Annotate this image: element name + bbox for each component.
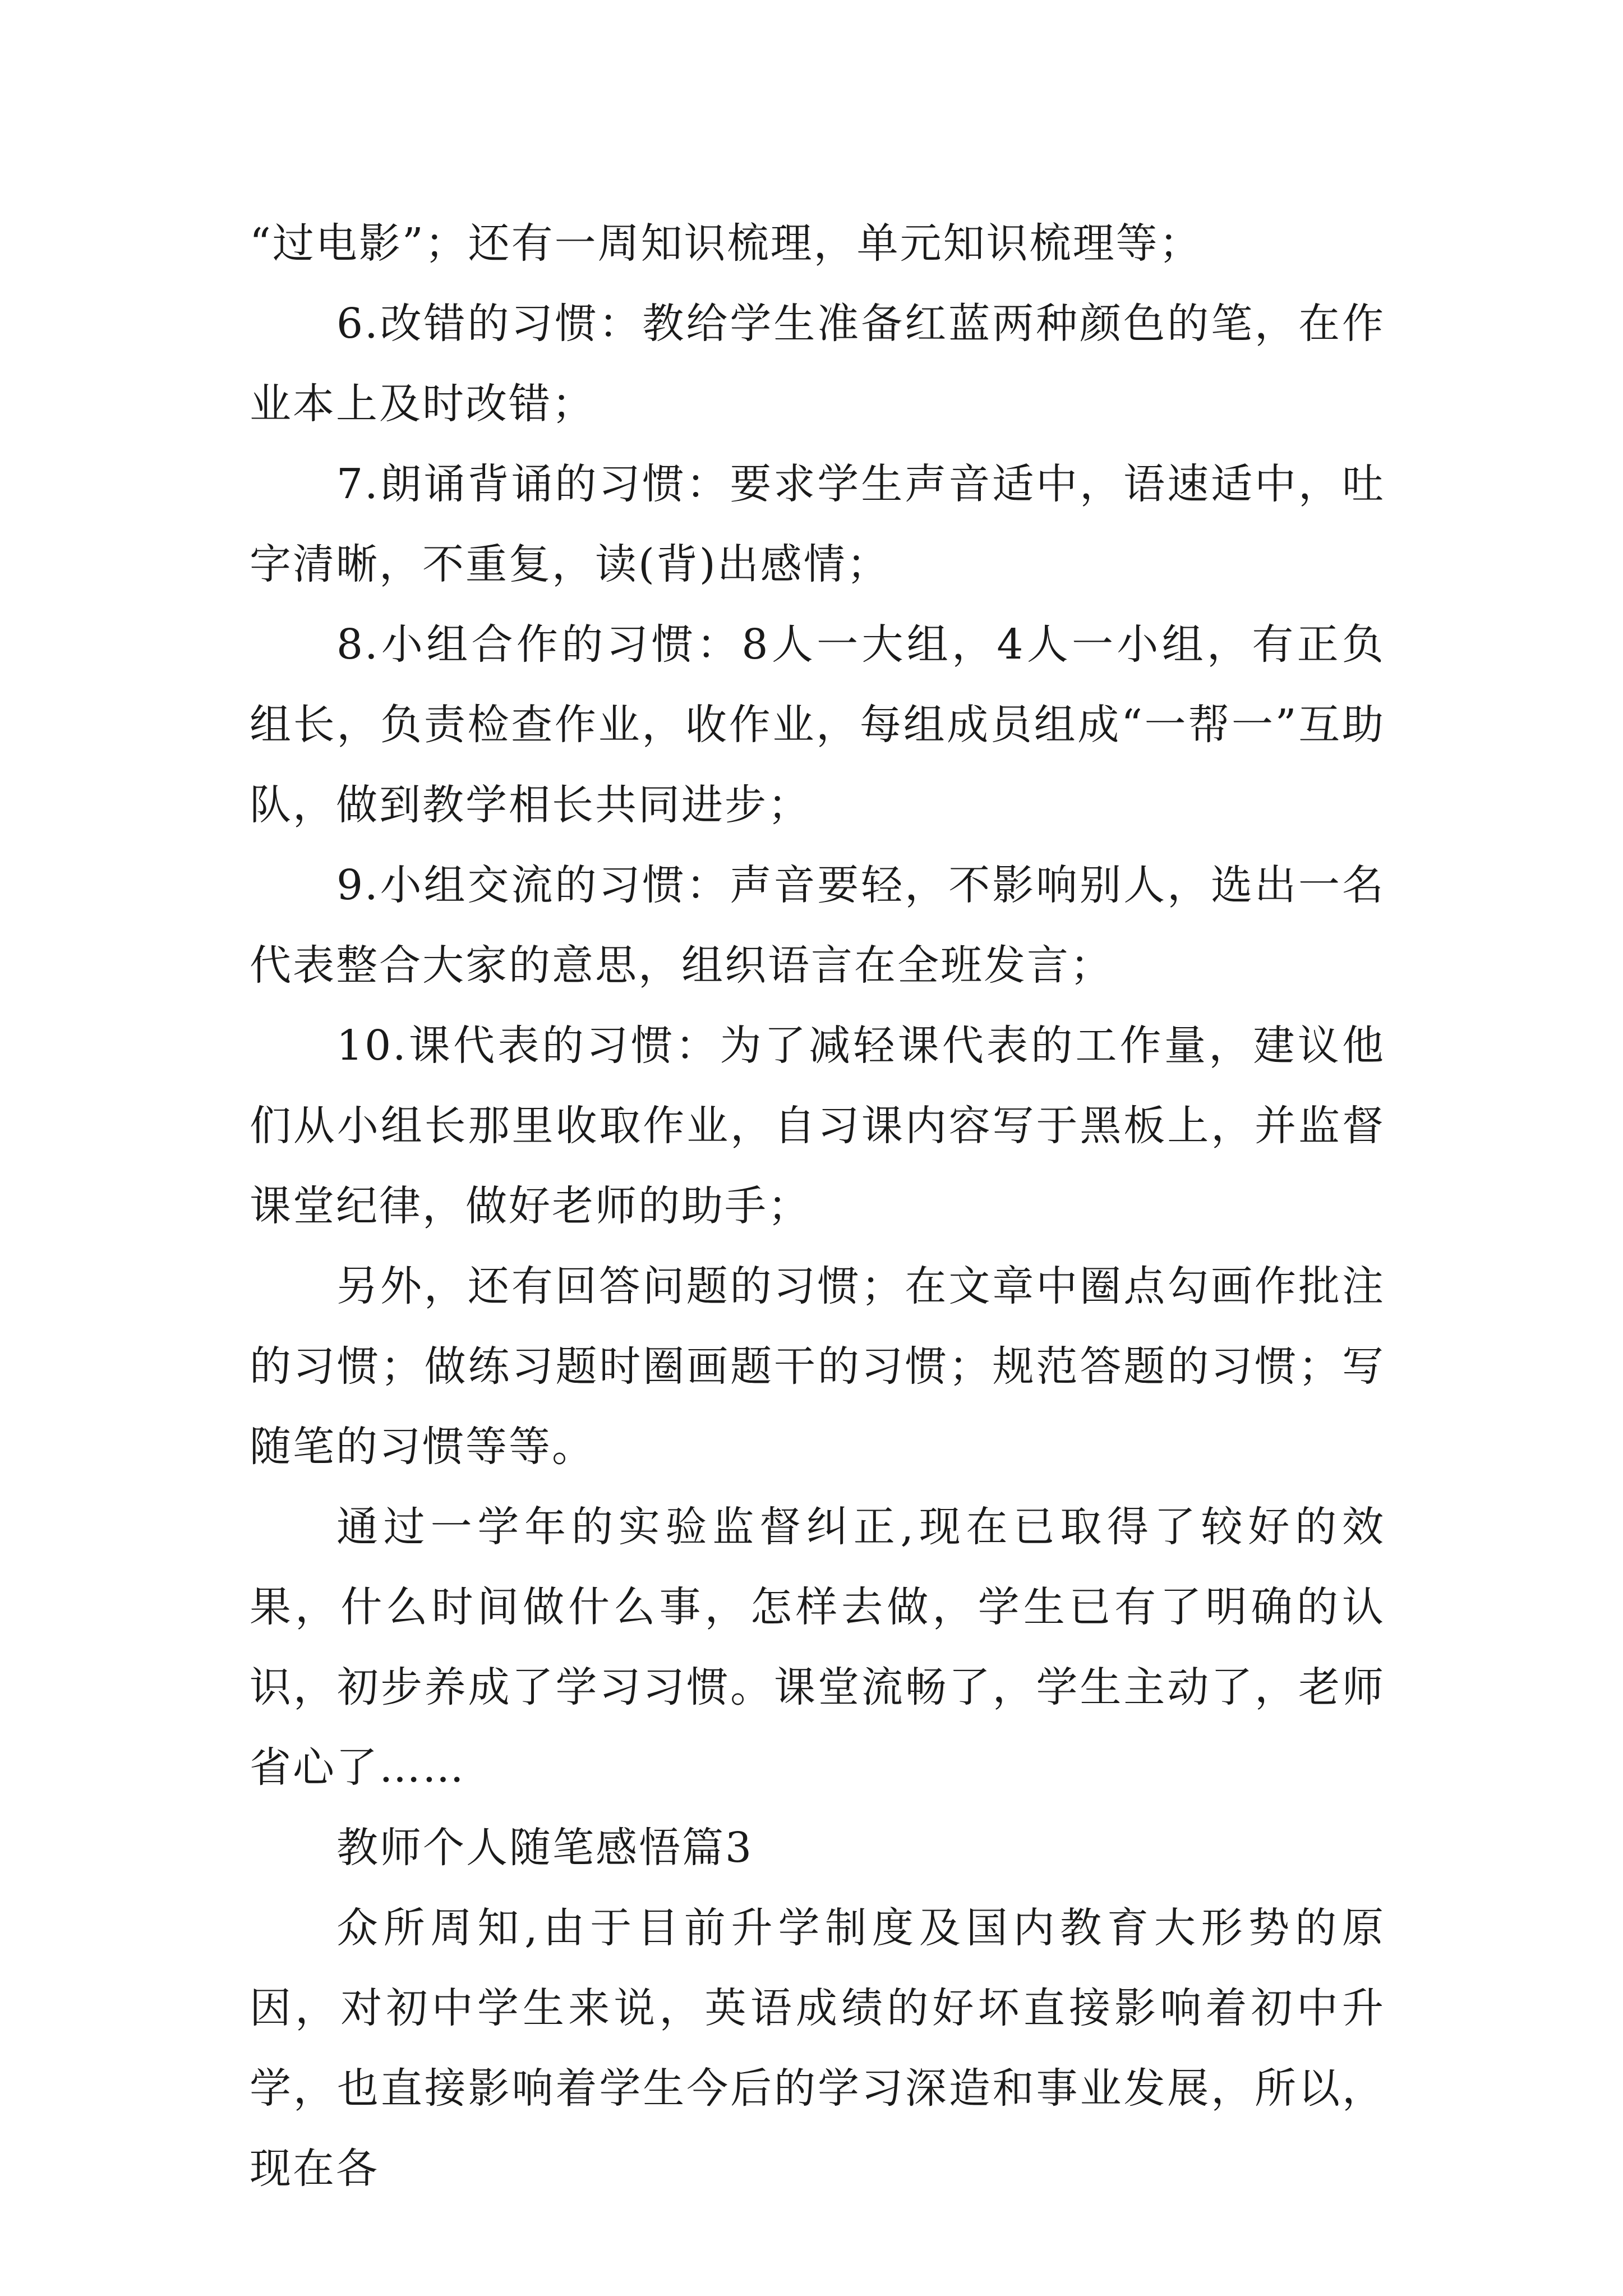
paragraph-item-6: 6.改错的习惯：教给学生准备红蓝两种颜色的笔，在作业本上及时改错； [250, 300, 1385, 428]
paragraph-item-8: 8.小组合作的习惯：8人一大组，4人一小组，有正负组长，负责检查作业，收作业，每组成员组成“一帮一”互助队，做到教学相长共同进步； [250, 620, 1385, 829]
paragraph-other-habits: 另外，还有回答问题的习惯；在文章中圈点勾画作批注的习惯；做练习题时圈画题干的习惯；规范答题的习惯；写随笔的习惯等等。 [250, 1262, 1385, 1471]
paragraph-summary: 通过一学年的实验监督纠正,现在已取得了较好的效果，什么时间做什么事，怎样去做，学生已有了明确的认识，初步养成了学习习惯。课堂流畅了，学生主动了，老师省心了…… [250, 1503, 1385, 1792]
document-body [250, 204, 1385, 2209]
paragraph-continuation: “过电影”；还有一周知识梳理，单元知识梳理等； [250, 219, 1202, 268]
paragraph-intro: 众所周知,由于目前升学制度及国内教育大形势的原因，对初中学生来说，英语成绩的好坏直接影响着初中升学，也直接影响着学生今后的学习深造和事业发展，所以，现在各 [250, 1904, 1385, 2193]
paragraph-item-7: 7.朗诵背诵的习惯：要求学生声音适中，语速适中，吐字清晰，不重复，读(背)出感情； [250, 460, 1385, 588]
paragraph-item-10: 10.课代表的习惯：为了减轻课代表的工作量，建议他们从小组长那里收取作业，自习课内容写于黑板上，并监督课堂纪律，做好老师的助手； [250, 1022, 1385, 1230]
section-heading: 教师个人随笔感悟篇3 [336, 1824, 754, 1872]
paragraph-item-9: 9.小组交流的习惯：声音要轻，不影响别人，选出一名代表整合大家的意思，组织语言在全班发言； [250, 861, 1385, 990]
